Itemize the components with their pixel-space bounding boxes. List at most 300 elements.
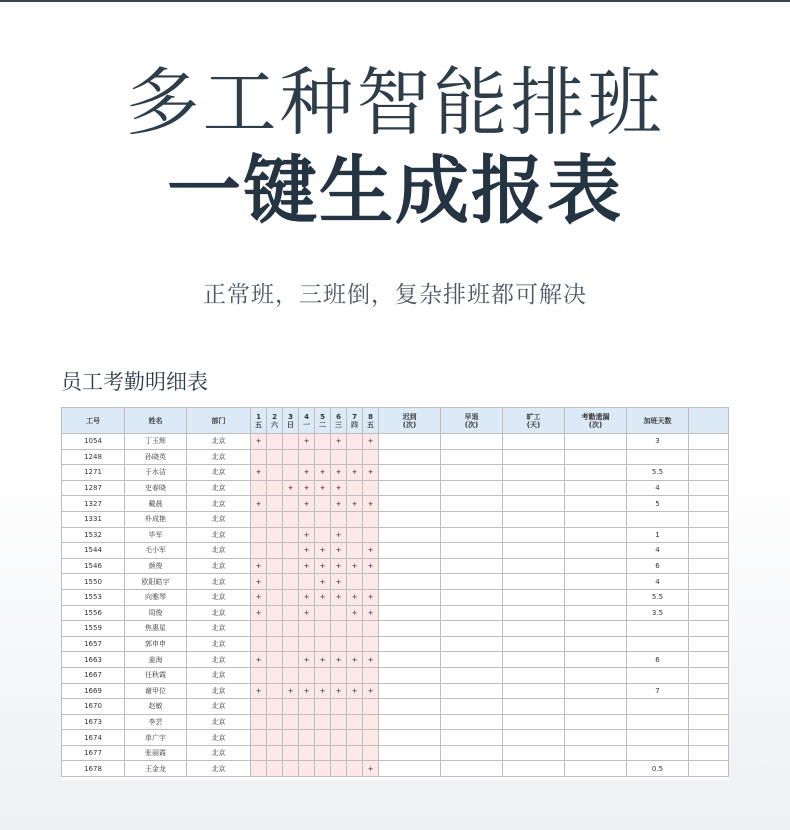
cell-id[interactable]: 1673 xyxy=(62,714,125,730)
cell-day-4[interactable] xyxy=(299,449,315,465)
cell-day-1[interactable] xyxy=(251,480,267,496)
cell-day-8[interactable]: + xyxy=(363,683,379,699)
cell-day-8[interactable]: + xyxy=(363,605,379,621)
cell-name[interactable]: 戴晨 xyxy=(125,496,187,512)
cell-missing[interactable] xyxy=(565,543,627,559)
cell-day-8[interactable] xyxy=(363,574,379,590)
cell-day-2[interactable] xyxy=(267,652,283,668)
cell-overtime[interactable]: 5 xyxy=(627,496,689,512)
cell-id[interactable]: 1663 xyxy=(62,652,125,668)
cell-overtime[interactable] xyxy=(627,699,689,715)
cell-day-6[interactable]: + xyxy=(331,683,347,699)
cell-day-2[interactable] xyxy=(267,699,283,715)
cell-absent[interactable] xyxy=(503,558,565,574)
cell-missing[interactable] xyxy=(565,511,627,527)
cell-blank[interactable] xyxy=(689,558,729,574)
cell-overtime[interactable]: 5.5 xyxy=(627,589,689,605)
cell-dept[interactable]: 北京 xyxy=(187,745,251,761)
cell-day-4[interactable]: + xyxy=(299,480,315,496)
cell-late[interactable] xyxy=(379,745,441,761)
cell-late[interactable] xyxy=(379,605,441,621)
cell-day-8[interactable] xyxy=(363,636,379,652)
cell-dept[interactable]: 北京 xyxy=(187,667,251,683)
cell-early[interactable] xyxy=(441,511,503,527)
cell-absent[interactable] xyxy=(503,714,565,730)
cell-day-3[interactable] xyxy=(283,589,299,605)
cell-early[interactable] xyxy=(441,745,503,761)
cell-overtime[interactable] xyxy=(627,745,689,761)
cell-day-5[interactable] xyxy=(315,745,331,761)
cell-day-8[interactable] xyxy=(363,449,379,465)
cell-id[interactable]: 1559 xyxy=(62,621,125,637)
header-day-8[interactable]: 8 五 xyxy=(363,408,379,434)
cell-id[interactable]: 1667 xyxy=(62,667,125,683)
cell-day-3[interactable]: + xyxy=(283,480,299,496)
cell-dept[interactable]: 北京 xyxy=(187,714,251,730)
cell-dept[interactable]: 北京 xyxy=(187,480,251,496)
cell-day-3[interactable] xyxy=(283,636,299,652)
cell-overtime[interactable]: 0.5 xyxy=(627,761,689,777)
cell-dept[interactable]: 北京 xyxy=(187,527,251,543)
cell-day-1[interactable] xyxy=(251,714,267,730)
cell-day-3[interactable] xyxy=(283,761,299,777)
cell-id[interactable]: 1331 xyxy=(62,511,125,527)
cell-absent[interactable] xyxy=(503,589,565,605)
cell-day-5[interactable]: + xyxy=(315,558,331,574)
cell-day-5[interactable] xyxy=(315,714,331,730)
cell-absent[interactable] xyxy=(503,761,565,777)
cell-day-7[interactable]: + xyxy=(347,605,363,621)
cell-missing[interactable] xyxy=(565,434,627,450)
cell-name[interactable]: 毕军 xyxy=(125,527,187,543)
cell-day-6[interactable] xyxy=(331,714,347,730)
cell-absent[interactable] xyxy=(503,745,565,761)
cell-day-7[interactable] xyxy=(347,745,363,761)
cell-blank[interactable] xyxy=(689,730,729,746)
cell-day-8[interactable]: + xyxy=(363,496,379,512)
cell-late[interactable] xyxy=(379,667,441,683)
cell-day-5[interactable] xyxy=(315,761,331,777)
cell-day-2[interactable] xyxy=(267,511,283,527)
cell-day-1[interactable]: + xyxy=(251,652,267,668)
cell-blank[interactable] xyxy=(689,761,729,777)
cell-blank[interactable] xyxy=(689,699,729,715)
cell-day-3[interactable] xyxy=(283,465,299,481)
cell-day-2[interactable] xyxy=(267,574,283,590)
cell-name[interactable]: 颜俊 xyxy=(125,558,187,574)
cell-missing[interactable] xyxy=(565,496,627,512)
cell-day-3[interactable] xyxy=(283,667,299,683)
cell-day-5[interactable] xyxy=(315,527,331,543)
cell-blank[interactable] xyxy=(689,496,729,512)
cell-name[interactable]: 谢甲位 xyxy=(125,683,187,699)
cell-day-5[interactable] xyxy=(315,621,331,637)
cell-name[interactable]: 单广宇 xyxy=(125,730,187,746)
cell-early[interactable] xyxy=(441,714,503,730)
cell-day-5[interactable] xyxy=(315,496,331,512)
cell-absent[interactable] xyxy=(503,636,565,652)
cell-blank[interactable] xyxy=(689,589,729,605)
cell-overtime[interactable]: 5.5 xyxy=(627,465,689,481)
cell-day-1[interactable]: + xyxy=(251,605,267,621)
cell-day-5[interactable] xyxy=(315,730,331,746)
cell-day-1[interactable]: + xyxy=(251,496,267,512)
cell-id[interactable]: 1546 xyxy=(62,558,125,574)
cell-day-4[interactable]: + xyxy=(299,652,315,668)
cell-day-5[interactable] xyxy=(315,449,331,465)
cell-day-5[interactable] xyxy=(315,605,331,621)
cell-day-6[interactable]: + xyxy=(331,543,347,559)
cell-late[interactable] xyxy=(379,621,441,637)
cell-missing[interactable] xyxy=(565,589,627,605)
cell-day-2[interactable] xyxy=(267,558,283,574)
cell-day-4[interactable]: + xyxy=(299,465,315,481)
cell-day-1[interactable]: + xyxy=(251,589,267,605)
cell-day-7[interactable] xyxy=(347,543,363,559)
cell-day-7[interactable] xyxy=(347,714,363,730)
cell-early[interactable] xyxy=(441,589,503,605)
cell-overtime[interactable]: 6 xyxy=(627,652,689,668)
cell-late[interactable] xyxy=(379,465,441,481)
cell-overtime[interactable] xyxy=(627,636,689,652)
cell-late[interactable] xyxy=(379,761,441,777)
cell-day-8[interactable] xyxy=(363,511,379,527)
cell-day-7[interactable]: + xyxy=(347,589,363,605)
cell-day-2[interactable] xyxy=(267,589,283,605)
cell-day-4[interactable]: + xyxy=(299,605,315,621)
cell-blank[interactable] xyxy=(689,636,729,652)
cell-day-4[interactable]: + xyxy=(299,683,315,699)
cell-name[interactable]: 毛小军 xyxy=(125,543,187,559)
cell-missing[interactable] xyxy=(565,714,627,730)
cell-day-6[interactable] xyxy=(331,605,347,621)
cell-day-1[interactable]: + xyxy=(251,434,267,450)
cell-early[interactable] xyxy=(441,605,503,621)
cell-day-8[interactable] xyxy=(363,730,379,746)
cell-dept[interactable]: 北京 xyxy=(187,636,251,652)
cell-early[interactable] xyxy=(441,496,503,512)
cell-day-6[interactable] xyxy=(331,449,347,465)
cell-early[interactable] xyxy=(441,449,503,465)
cell-id[interactable]: 1271 xyxy=(62,465,125,481)
cell-absent[interactable] xyxy=(503,449,565,465)
cell-day-7[interactable]: + xyxy=(347,558,363,574)
cell-day-4[interactable] xyxy=(299,667,315,683)
cell-overtime[interactable]: 7 xyxy=(627,683,689,699)
cell-day-6[interactable]: + xyxy=(331,558,347,574)
cell-late[interactable] xyxy=(379,699,441,715)
cell-day-7[interactable] xyxy=(347,667,363,683)
cell-name[interactable]: 郭申申 xyxy=(125,636,187,652)
cell-day-7[interactable]: + xyxy=(347,683,363,699)
cell-day-4[interactable] xyxy=(299,621,315,637)
cell-day-7[interactable] xyxy=(347,730,363,746)
cell-id[interactable]: 1678 xyxy=(62,761,125,777)
cell-dept[interactable]: 北京 xyxy=(187,543,251,559)
cell-day-7[interactable] xyxy=(347,574,363,590)
cell-early[interactable] xyxy=(441,652,503,668)
header-day-4[interactable]: 4 一 xyxy=(299,408,315,434)
header-early[interactable]: 早退 (次) xyxy=(441,408,503,434)
cell-day-4[interactable] xyxy=(299,714,315,730)
cell-day-4[interactable] xyxy=(299,745,315,761)
header-day-6[interactable]: 6 三 xyxy=(331,408,347,434)
cell-late[interactable] xyxy=(379,714,441,730)
cell-day-1[interactable] xyxy=(251,667,267,683)
cell-name[interactable]: 周俊 xyxy=(125,605,187,621)
cell-day-5[interactable] xyxy=(315,434,331,450)
cell-missing[interactable] xyxy=(565,683,627,699)
cell-day-2[interactable] xyxy=(267,496,283,512)
cell-day-2[interactable] xyxy=(267,761,283,777)
cell-blank[interactable] xyxy=(689,605,729,621)
cell-blank[interactable] xyxy=(689,480,729,496)
cell-dept[interactable]: 北京 xyxy=(187,683,251,699)
cell-day-2[interactable] xyxy=(267,527,283,543)
cell-day-7[interactable] xyxy=(347,434,363,450)
cell-early[interactable] xyxy=(441,730,503,746)
cell-overtime[interactable] xyxy=(627,449,689,465)
cell-early[interactable] xyxy=(441,683,503,699)
cell-early[interactable] xyxy=(441,761,503,777)
cell-day-8[interactable]: + xyxy=(363,465,379,481)
cell-early[interactable] xyxy=(441,574,503,590)
cell-blank[interactable] xyxy=(689,434,729,450)
cell-day-8[interactable] xyxy=(363,480,379,496)
cell-id[interactable]: 1544 xyxy=(62,543,125,559)
cell-day-5[interactable] xyxy=(315,699,331,715)
cell-missing[interactable] xyxy=(565,761,627,777)
cell-late[interactable] xyxy=(379,730,441,746)
cell-day-7[interactable] xyxy=(347,480,363,496)
cell-day-7[interactable] xyxy=(347,621,363,637)
cell-day-6[interactable]: + xyxy=(331,527,347,543)
cell-dept[interactable]: 北京 xyxy=(187,449,251,465)
cell-id[interactable]: 1550 xyxy=(62,574,125,590)
cell-day-2[interactable] xyxy=(267,667,283,683)
cell-day-8[interactable] xyxy=(363,527,379,543)
cell-absent[interactable] xyxy=(503,496,565,512)
cell-day-2[interactable] xyxy=(267,730,283,746)
cell-day-6[interactable]: + xyxy=(331,434,347,450)
cell-day-3[interactable]: + xyxy=(283,683,299,699)
cell-dept[interactable]: 北京 xyxy=(187,434,251,450)
cell-day-3[interactable] xyxy=(283,621,299,637)
cell-late[interactable] xyxy=(379,511,441,527)
cell-missing[interactable] xyxy=(565,730,627,746)
cell-day-4[interactable]: + xyxy=(299,434,315,450)
cell-dept[interactable]: 北京 xyxy=(187,730,251,746)
cell-day-1[interactable] xyxy=(251,449,267,465)
cell-day-1[interactable] xyxy=(251,745,267,761)
cell-day-6[interactable] xyxy=(331,636,347,652)
cell-name[interactable]: 向雅琴 xyxy=(125,589,187,605)
cell-day-8[interactable] xyxy=(363,699,379,715)
cell-blank[interactable] xyxy=(689,465,729,481)
cell-name[interactable]: 张丽霞 xyxy=(125,745,187,761)
cell-missing[interactable] xyxy=(565,652,627,668)
cell-day-1[interactable] xyxy=(251,761,267,777)
header-day-7[interactable]: 7 四 xyxy=(347,408,363,434)
cell-day-2[interactable] xyxy=(267,543,283,559)
cell-day-3[interactable] xyxy=(283,745,299,761)
cell-early[interactable] xyxy=(441,558,503,574)
cell-day-3[interactable] xyxy=(283,543,299,559)
cell-day-1[interactable]: + xyxy=(251,574,267,590)
cell-id[interactable]: 1532 xyxy=(62,527,125,543)
cell-dept[interactable]: 北京 xyxy=(187,465,251,481)
cell-name[interactable]: 李芸 xyxy=(125,714,187,730)
cell-blank[interactable] xyxy=(689,652,729,668)
cell-absent[interactable] xyxy=(503,730,565,746)
cell-name[interactable]: 于水洁 xyxy=(125,465,187,481)
cell-absent[interactable] xyxy=(503,543,565,559)
cell-late[interactable] xyxy=(379,574,441,590)
cell-day-4[interactable]: + xyxy=(299,543,315,559)
cell-day-4[interactable]: + xyxy=(299,527,315,543)
cell-day-1[interactable] xyxy=(251,636,267,652)
cell-day-4[interactable] xyxy=(299,511,315,527)
cell-day-3[interactable] xyxy=(283,511,299,527)
cell-early[interactable] xyxy=(441,636,503,652)
cell-absent[interactable] xyxy=(503,667,565,683)
cell-day-4[interactable] xyxy=(299,636,315,652)
cell-day-2[interactable] xyxy=(267,449,283,465)
cell-day-8[interactable] xyxy=(363,667,379,683)
cell-missing[interactable] xyxy=(565,449,627,465)
cell-day-5[interactable] xyxy=(315,511,331,527)
cell-day-1[interactable] xyxy=(251,511,267,527)
cell-id[interactable]: 1556 xyxy=(62,605,125,621)
cell-day-4[interactable] xyxy=(299,730,315,746)
cell-blank[interactable] xyxy=(689,621,729,637)
cell-id[interactable]: 1669 xyxy=(62,683,125,699)
cell-day-4[interactable] xyxy=(299,761,315,777)
cell-day-6[interactable]: + xyxy=(331,496,347,512)
cell-day-7[interactable] xyxy=(347,449,363,465)
cell-overtime[interactable]: 1 xyxy=(627,527,689,543)
cell-day-3[interactable] xyxy=(283,574,299,590)
cell-id[interactable]: 1677 xyxy=(62,745,125,761)
cell-absent[interactable] xyxy=(503,434,565,450)
cell-name[interactable]: 史春晓 xyxy=(125,480,187,496)
cell-day-1[interactable] xyxy=(251,621,267,637)
cell-day-2[interactable] xyxy=(267,480,283,496)
cell-early[interactable] xyxy=(441,543,503,559)
header-day-5[interactable]: 5 二 xyxy=(315,408,331,434)
cell-day-3[interactable] xyxy=(283,652,299,668)
cell-day-4[interactable] xyxy=(299,699,315,715)
cell-day-7[interactable] xyxy=(347,761,363,777)
cell-blank[interactable] xyxy=(689,574,729,590)
cell-overtime[interactable]: 4 xyxy=(627,543,689,559)
cell-late[interactable] xyxy=(379,449,441,465)
header-day-3[interactable]: 3 日 xyxy=(283,408,299,434)
cell-missing[interactable] xyxy=(565,574,627,590)
cell-name[interactable]: 丁玉辉 xyxy=(125,434,187,450)
cell-absent[interactable] xyxy=(503,480,565,496)
cell-day-5[interactable]: + xyxy=(315,543,331,559)
cell-day-6[interactable]: + xyxy=(331,574,347,590)
cell-day-5[interactable]: + xyxy=(315,589,331,605)
cell-day-8[interactable]: + xyxy=(363,589,379,605)
cell-day-8[interactable]: + xyxy=(363,558,379,574)
cell-day-5[interactable]: + xyxy=(315,465,331,481)
header-dept[interactable]: 部门 xyxy=(187,408,251,434)
cell-day-3[interactable] xyxy=(283,605,299,621)
cell-day-7[interactable] xyxy=(347,527,363,543)
cell-day-3[interactable] xyxy=(283,714,299,730)
cell-day-6[interactable] xyxy=(331,699,347,715)
cell-early[interactable] xyxy=(441,480,503,496)
cell-early[interactable] xyxy=(441,465,503,481)
cell-missing[interactable] xyxy=(565,621,627,637)
cell-absent[interactable] xyxy=(503,511,565,527)
cell-day-2[interactable] xyxy=(267,621,283,637)
cell-day-5[interactable] xyxy=(315,667,331,683)
cell-day-3[interactable] xyxy=(283,730,299,746)
cell-early[interactable] xyxy=(441,699,503,715)
cell-absent[interactable] xyxy=(503,699,565,715)
cell-id[interactable]: 1054 xyxy=(62,434,125,450)
cell-day-6[interactable] xyxy=(331,511,347,527)
cell-day-3[interactable] xyxy=(283,449,299,465)
cell-day-8[interactable] xyxy=(363,714,379,730)
cell-name[interactable]: 焦惠星 xyxy=(125,621,187,637)
cell-name[interactable]: 欧阳皓宇 xyxy=(125,574,187,590)
cell-overtime[interactable]: 3 xyxy=(627,434,689,450)
header-missing[interactable]: 考勤遗漏 (次) xyxy=(565,408,627,434)
cell-day-7[interactable]: + xyxy=(347,496,363,512)
cell-blank[interactable] xyxy=(689,745,729,761)
cell-day-6[interactable]: + xyxy=(331,465,347,481)
cell-id[interactable]: 1287 xyxy=(62,480,125,496)
header-name[interactable]: 姓名 xyxy=(125,408,187,434)
cell-blank[interactable] xyxy=(689,511,729,527)
cell-dept[interactable]: 北京 xyxy=(187,574,251,590)
cell-dept[interactable]: 北京 xyxy=(187,761,251,777)
cell-absent[interactable] xyxy=(503,683,565,699)
cell-day-3[interactable] xyxy=(283,699,299,715)
cell-day-8[interactable]: + xyxy=(363,761,379,777)
cell-day-1[interactable]: + xyxy=(251,558,267,574)
cell-day-7[interactable] xyxy=(347,511,363,527)
cell-overtime[interactable]: 4 xyxy=(627,574,689,590)
cell-day-4[interactable]: + xyxy=(299,496,315,512)
cell-blank[interactable] xyxy=(689,683,729,699)
cell-day-5[interactable]: + xyxy=(315,652,331,668)
cell-day-2[interactable] xyxy=(267,714,283,730)
cell-id[interactable]: 1553 xyxy=(62,589,125,605)
cell-overtime[interactable] xyxy=(627,714,689,730)
cell-dept[interactable]: 北京 xyxy=(187,699,251,715)
cell-day-3[interactable] xyxy=(283,496,299,512)
cell-blank[interactable] xyxy=(689,449,729,465)
cell-day-5[interactable]: + xyxy=(315,480,331,496)
header-day-1[interactable]: 1 五 xyxy=(251,408,267,434)
cell-late[interactable] xyxy=(379,636,441,652)
cell-overtime[interactable]: 4 xyxy=(627,480,689,496)
cell-name[interactable]: 姜海 xyxy=(125,652,187,668)
cell-day-4[interactable]: + xyxy=(299,589,315,605)
cell-day-7[interactable]: + xyxy=(347,652,363,668)
cell-early[interactable] xyxy=(441,527,503,543)
cell-early[interactable] xyxy=(441,667,503,683)
cell-day-1[interactable]: + xyxy=(251,683,267,699)
cell-day-2[interactable] xyxy=(267,434,283,450)
cell-dept[interactable]: 北京 xyxy=(187,511,251,527)
cell-blank[interactable] xyxy=(689,714,729,730)
